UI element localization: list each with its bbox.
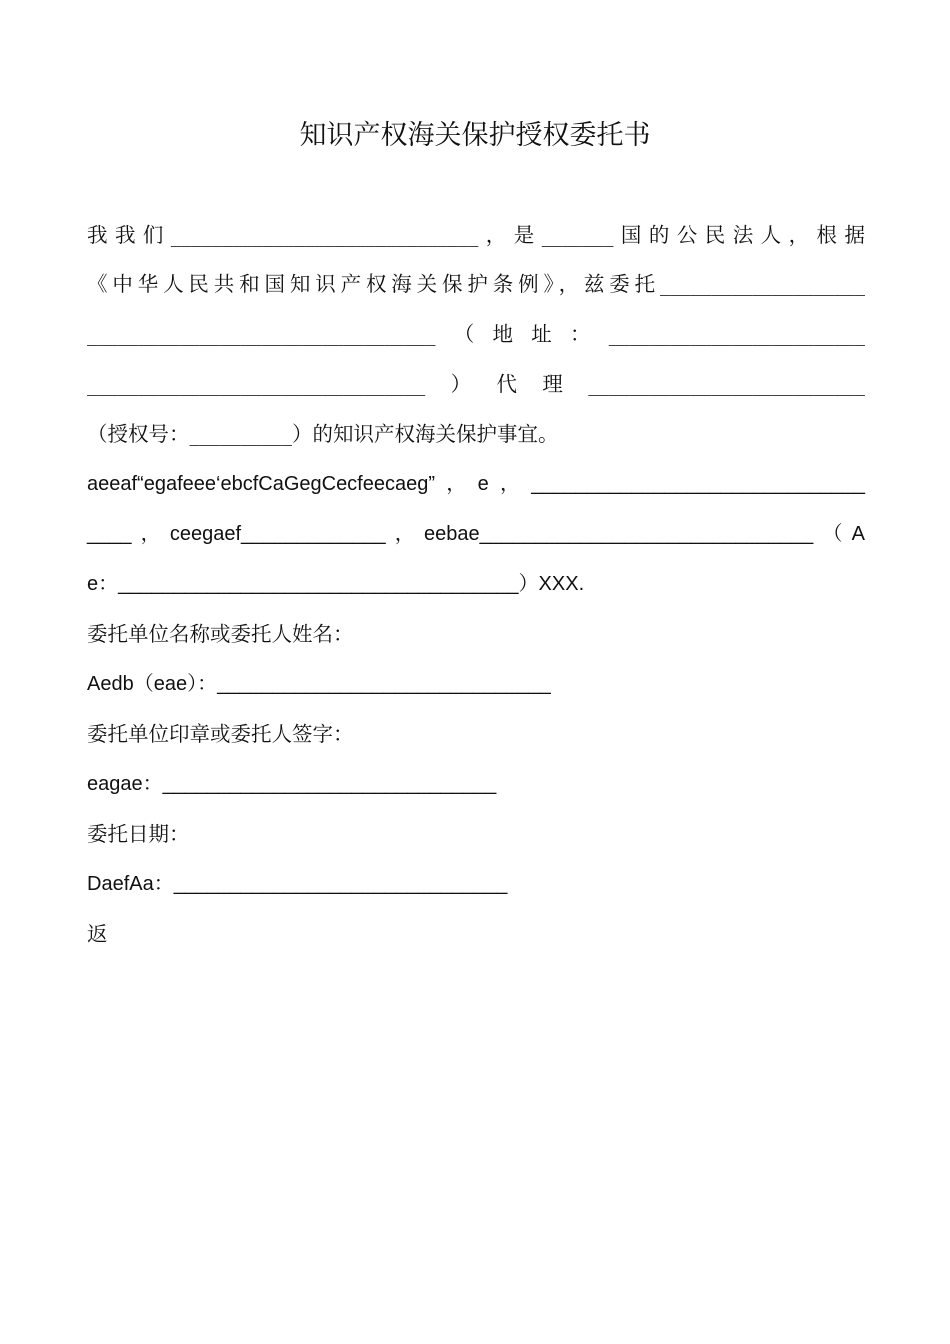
body-line-7: ____，ceegaef_____________，eebae______________________________（A (87, 523, 865, 545)
date-field: DaefAa：______________________________ (87, 873, 508, 895)
return-text: 返 (87, 922, 108, 946)
body-line-3: __________________________________（地址：_________________________ (87, 322, 865, 346)
body-line-6: aeeaf“egafeee‘ebcfCaGegCecfeecaeg”，e，______________________________ (87, 473, 865, 495)
signature-label: 委托单位印章或委托人签字： (87, 722, 354, 746)
principal-name-label: 委托单位名称或委托人姓名： (87, 622, 354, 646)
body-line-5: （授权号：__________）的知识产权海关保护事宜。 (87, 422, 559, 446)
date-label: 委托日期： (87, 822, 190, 846)
body-line-8: e：____________________________________）XXX. (87, 573, 585, 595)
body-line-4: _________________________________）代理___________________________ (87, 372, 865, 396)
body-line-2: 《中华人民共和国知识产权海关保护条例》，兹委托____________________ (87, 272, 865, 296)
body-line-1: 我我们______________________________，是_______国的公民法人，根据 (87, 223, 865, 247)
signature-field: eagae：______________________________ (87, 773, 497, 795)
principal-name-field: Aedb（eae）：______________________________ (87, 673, 551, 695)
document-title: 知识产权海关保护授权委托书 (299, 120, 651, 151)
